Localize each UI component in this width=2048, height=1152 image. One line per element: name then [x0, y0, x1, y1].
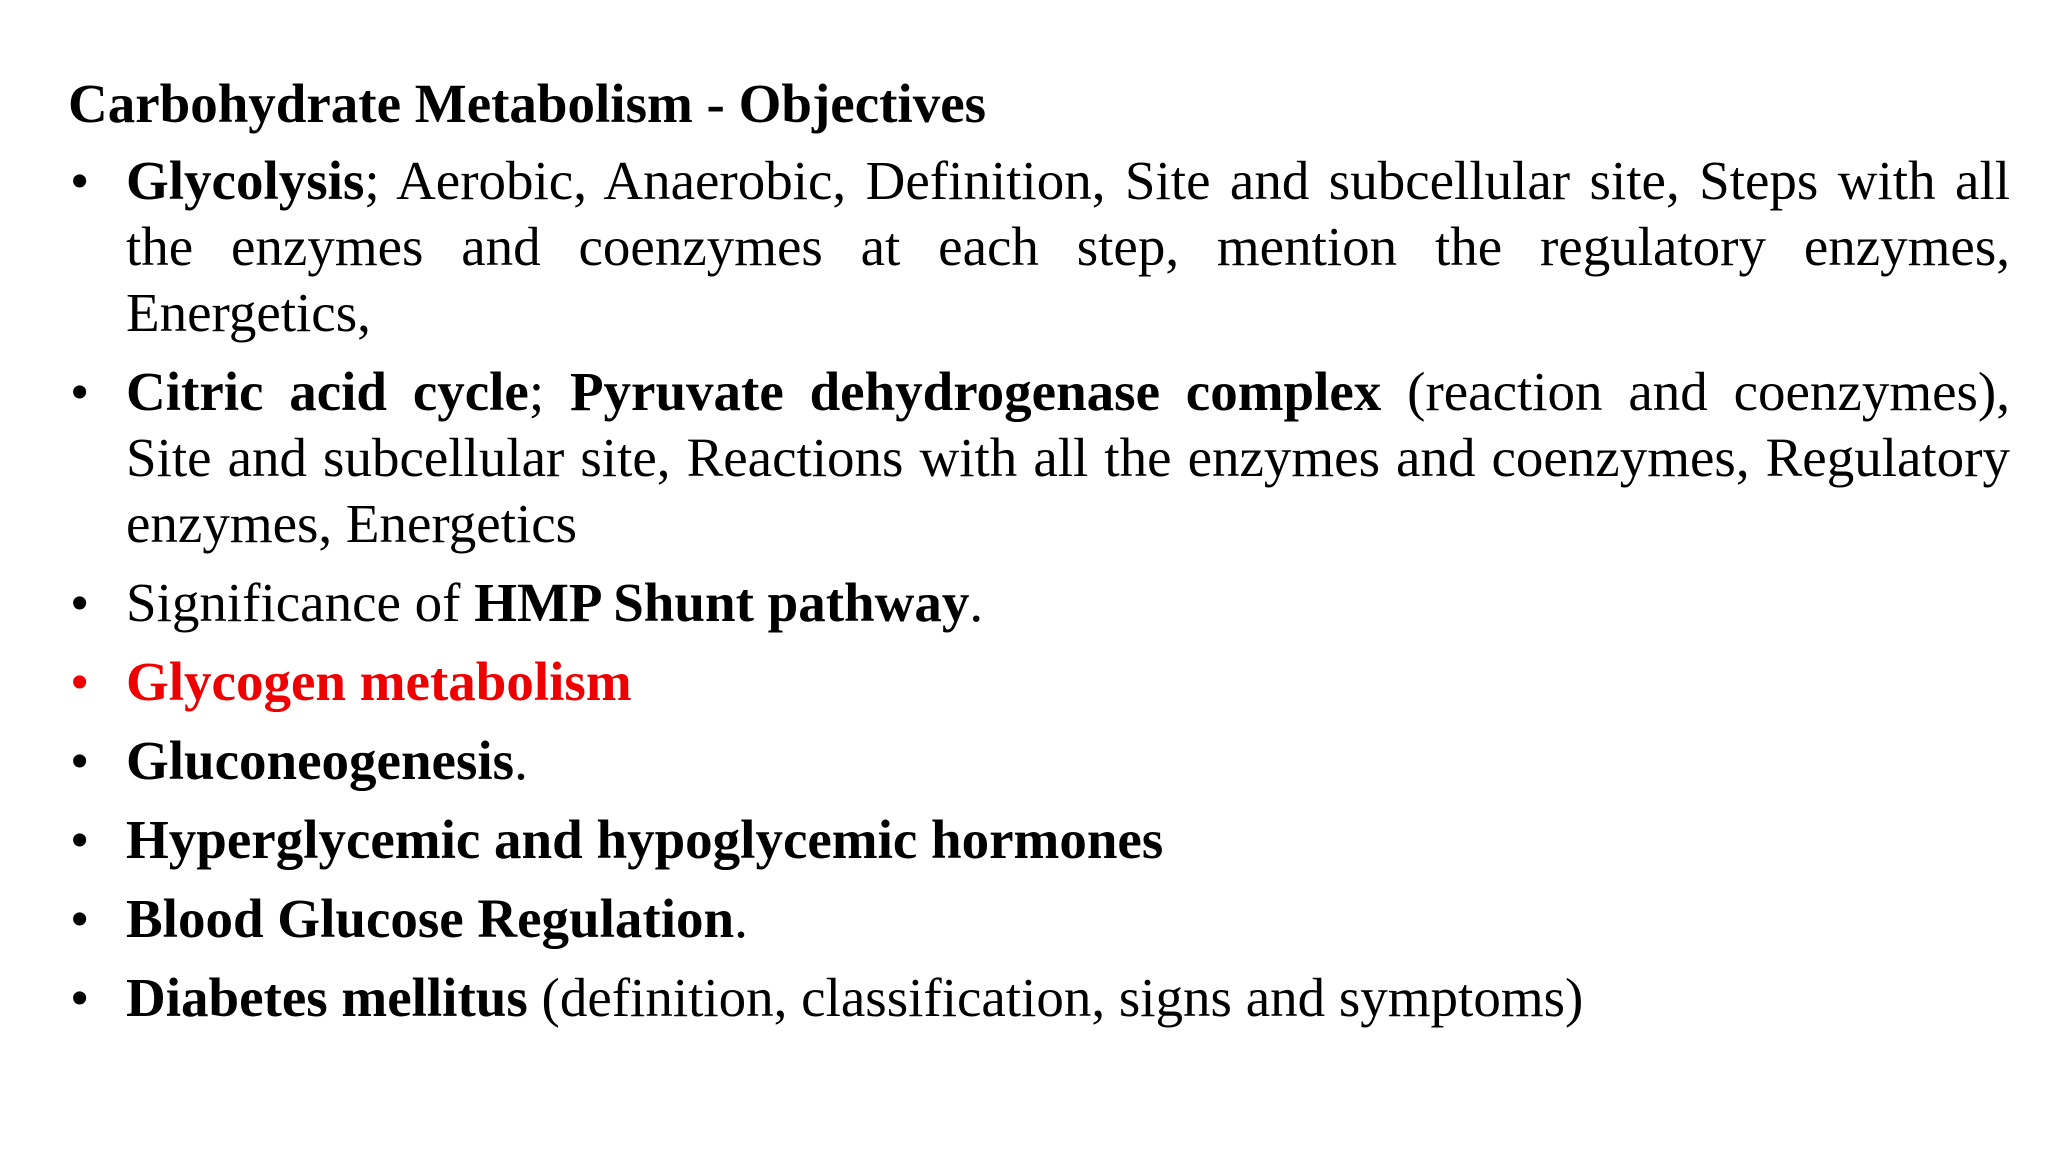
objective-hormones [68, 807, 2010, 873]
objective-gluconeogenesis [68, 728, 2010, 794]
objective-suffix: . [734, 888, 748, 949]
objective-separator: ; [528, 361, 570, 422]
objective-glycogen-metabolism [68, 649, 2010, 715]
bullet-icon: • [70, 361, 90, 422]
objective-blood-glucose-regulation [68, 886, 2010, 952]
objective-bold: Blood Glucose Regulation [126, 888, 735, 949]
objective-suffix: (definition, classification, signs and symptoms) [527, 967, 1584, 1028]
objective-detail: Aerobic, Anaerobic, Definition, Site and subcellular site, Steps with all the enzymes and coenzymes at each step, mention the regulatory enzymes, Energetics, [126, 150, 2011, 343]
objective-bold: Hyperglycemic and hypoglycemic hormones [126, 809, 1164, 870]
objective-suffix: . [514, 730, 528, 791]
bullet-icon: • [70, 150, 90, 211]
objective-detail: (reaction and coenzymes), Site and subcellular site, Reactions with all the enzymes and coenzymes, Regulatory enzymes, Energetics [126, 361, 2010, 554]
objective-bold: Gluconeogenesis [126, 730, 515, 791]
objectives-list [68, 148, 2010, 1044]
objective-citric-acid-cycle [68, 359, 2010, 557]
objective-bold: Glycogen metabolism [126, 651, 632, 712]
bullet-icon: • [70, 888, 90, 949]
objective-bold-lead: Glycolysis [126, 150, 365, 211]
objective-prefix: Significance of [126, 572, 475, 633]
objective-bold-lead: Citric acid cycle [126, 361, 529, 422]
objective-bold-second: Pyruvate dehydrogenase complex [569, 361, 1382, 422]
objective-separator: ; [364, 150, 397, 211]
bullet-icon: • [70, 730, 90, 791]
objective-diabetes-mellitus [68, 965, 2010, 1031]
objective-hmp-shunt [68, 570, 2010, 636]
objective-bold: Diabetes mellitus [126, 967, 528, 1028]
objective-glycolysis [68, 148, 2010, 346]
bullet-icon: • [70, 651, 90, 712]
objective-suffix: . [969, 572, 984, 633]
bullet-icon: • [70, 809, 90, 870]
objective-bold: HMP Shunt pathway [474, 572, 970, 633]
bullet-icon: • [70, 967, 90, 1028]
slide-title: Carbohydrate Metabolism - Objectives [68, 73, 987, 134]
bullet-icon: • [70, 572, 90, 633]
